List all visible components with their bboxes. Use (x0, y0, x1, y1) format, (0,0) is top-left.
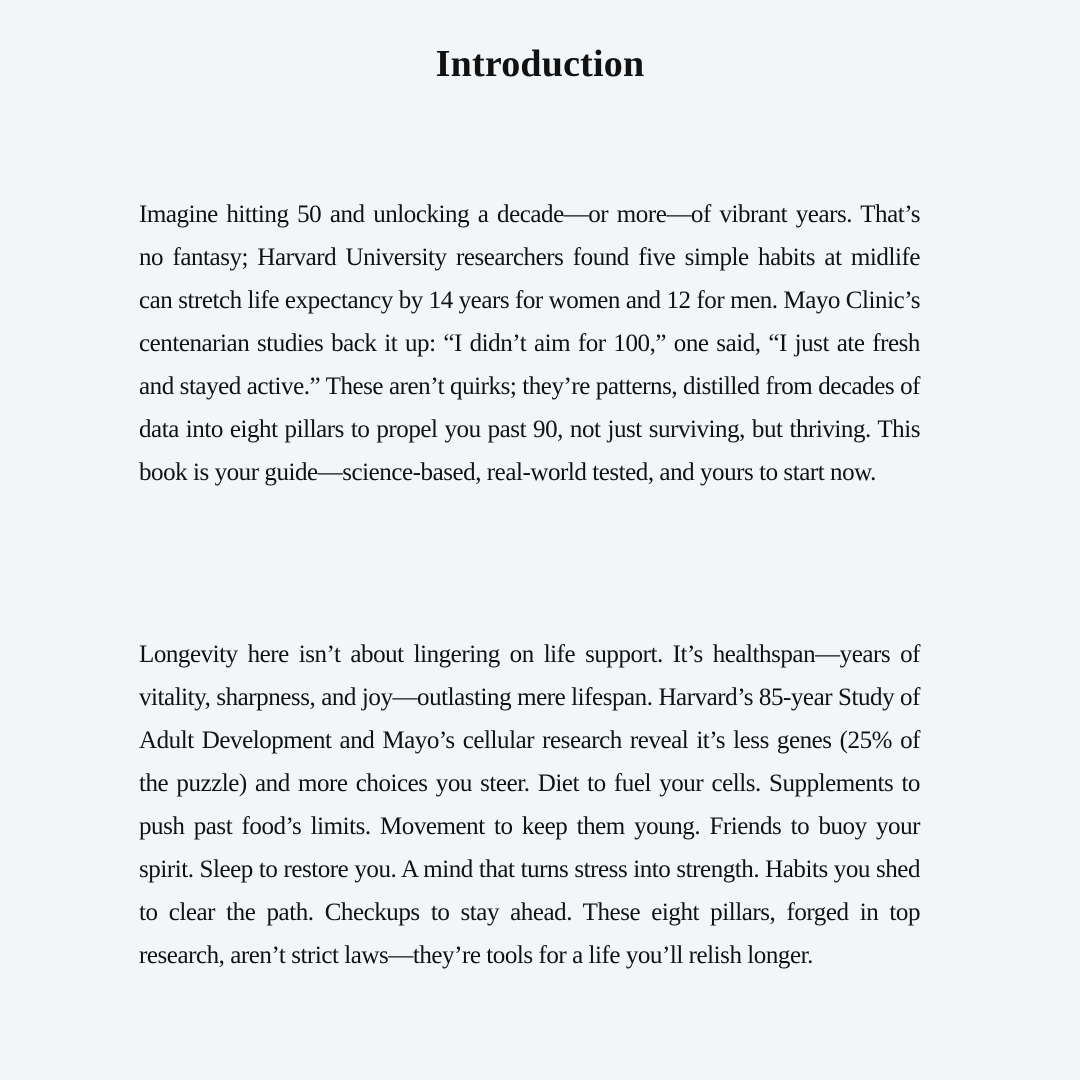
paragraph-longevity: Longevity here isn’t about lingering on life support. It’s healthspan—years of vitality, sharpness, and joy—outlasting mere lifespan. Harvard’s 85-year Study of Adult Development and Mayo’s cellular research reveal it’s less genes (25% of the puzzle) and more choices you steer. Diet to fuel your cells. Supplements to push past food’s limits. Movement to keep them young. Friends to buoy your spirit. Sleep to restore you. A mind that turns stress into strength. Habits you shed to clear the path. Checkups to stay ahead. These eight pillars, forged in top research, aren’t strict laws—they’re tools for a life you’ll relish longer. (139, 641, 920, 969)
page-title: Introduction (435, 43, 645, 85)
paragraph-intro: Imagine hitting 50 and unlocking a decade—or more—of vibrant years. That’s no fantasy; Harvard University researchers found five simple habits at midlife can stretch life expectancy by 14 years for women and 12 for men. Mayo Clinic’s centenarian studies back it up: “I didn’t aim for 100,” one said, “I just ate fresh and stayed active.” These aren’t quirks; they’re patterns, distilled from decades of data into eight pillars to propel you past 90, not just surviving, but thriving. This book is your guide—science-based, real-world tested, and yours to start now. (139, 201, 920, 486)
